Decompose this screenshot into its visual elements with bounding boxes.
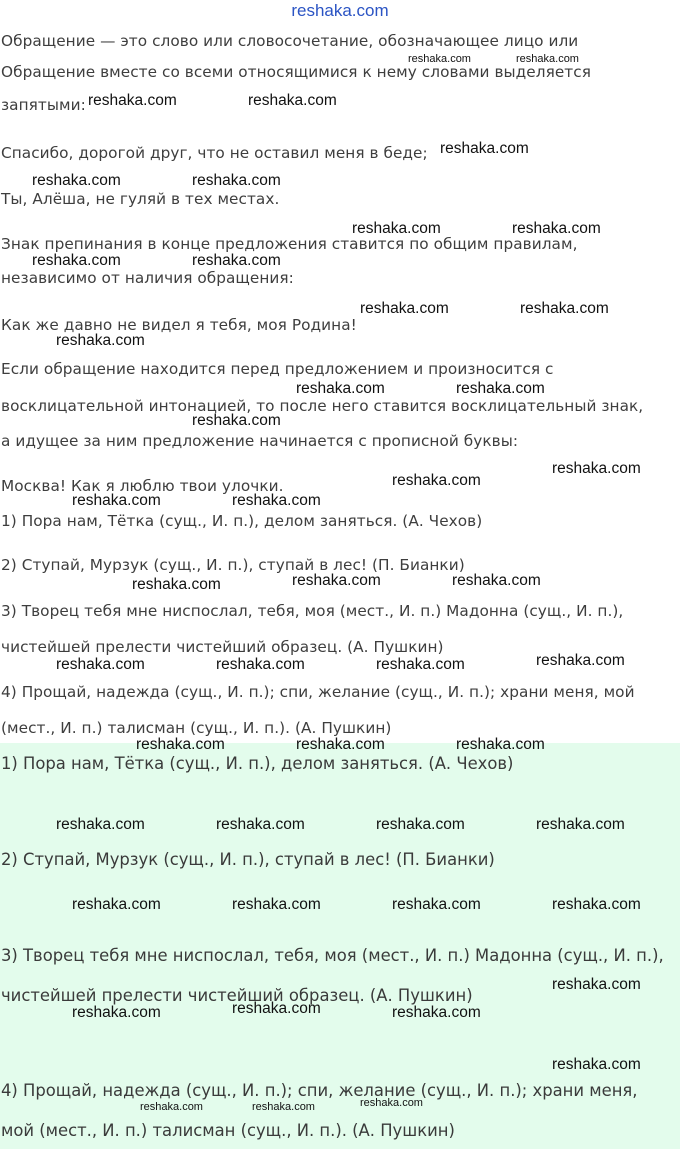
- watermark: reshaka.com: [536, 816, 625, 833]
- watermark: reshaka.com: [408, 53, 471, 65]
- answer-item-4: 4) Прощай, надежда (сущ., И. п.); спи, желание (сущ., И. п.); храни меня,: [1, 1081, 638, 1100]
- watermark: reshaka.com: [140, 1101, 203, 1113]
- watermark: reshaka.com: [516, 53, 579, 65]
- watermark: reshaka.com: [136, 736, 225, 753]
- watermark: reshaka.com: [536, 652, 625, 669]
- theory-line: Обращение — это слово или словосочетание, обозначающее лицо или: [1, 32, 579, 50]
- watermark: reshaka.com: [56, 656, 145, 673]
- watermark: reshaka.com: [72, 1004, 161, 1021]
- watermark: reshaka.com: [192, 172, 281, 189]
- watermark: reshaka.com: [392, 472, 481, 489]
- theory-line: Обращение вместе со всеми относящимися к нему словами выделяется: [1, 63, 591, 81]
- theory-example: Ты, Алёша, не гуляй в тех местах.: [1, 190, 280, 208]
- watermark: reshaka.com: [552, 976, 641, 993]
- watermark: reshaka.com: [292, 572, 381, 589]
- watermark: reshaka.com: [232, 1000, 321, 1017]
- task-item-4: 4) Прощай, надежда (сущ., И. п.); спи, желание (сущ., И. п.); храни меня, мой: [1, 683, 635, 701]
- watermark: reshaka.com: [32, 252, 121, 269]
- watermark: reshaka.com: [32, 172, 121, 189]
- watermark: reshaka.com: [392, 896, 481, 913]
- watermark: reshaka.com: [452, 572, 541, 589]
- watermark: reshaka.com: [296, 736, 385, 753]
- answer-panel: [0, 743, 680, 1149]
- watermark: reshaka.com: [132, 576, 221, 593]
- answer-item-3-cont: чистейшей прелести чистейший образец. (А. Пушкин): [1, 986, 473, 1005]
- watermark: reshaka.com: [216, 816, 305, 833]
- watermark: reshaka.com: [392, 1004, 481, 1021]
- watermark: reshaka.com: [232, 896, 321, 913]
- watermark: reshaka.com: [352, 220, 441, 237]
- watermark: reshaka.com: [192, 412, 281, 429]
- theory-line: запятыми:: [1, 96, 86, 114]
- watermark: reshaka.com: [296, 380, 385, 397]
- watermark: reshaka.com: [360, 300, 449, 317]
- theory-line: восклицательной интонацией, то после него ставится восклицательный знак,: [1, 397, 644, 415]
- task-item-2: 2) Ступай, Мурзук (сущ., И. п.), ступай в лес! (П. Бианки): [1, 556, 465, 574]
- watermark: reshaka.com: [552, 1056, 641, 1073]
- watermark: reshaka.com: [72, 492, 161, 509]
- watermark: reshaka.com: [232, 492, 321, 509]
- watermark: reshaka.com: [456, 736, 545, 753]
- watermark: reshaka.com: [56, 816, 145, 833]
- watermark: reshaka.com: [456, 380, 545, 397]
- watermark: reshaka.com: [440, 140, 529, 157]
- theory-line: Знак препинания в конце предложения ставится по общим правилам,: [1, 235, 578, 253]
- answer-item-1: 1) Пора нам, Тётка (сущ., И. п.), делом заняться. (А. Чехов): [1, 754, 514, 773]
- answer-item-4-cont: мой (мест., И. п.) талисман (сущ., И. п.). (А. Пушкин): [1, 1121, 455, 1140]
- watermark: reshaka.com: [248, 92, 337, 109]
- theory-example: Как же давно не видел я тебя, моя Родина!: [1, 316, 357, 334]
- watermark: reshaka.com: [56, 332, 145, 349]
- watermark: reshaka.com: [360, 1097, 423, 1109]
- watermark: reshaka.com: [552, 896, 641, 913]
- task-item-1: 1) Пора нам, Тётка (сущ., И. п.), делом заняться. (А. Чехов): [1, 512, 483, 530]
- watermark: reshaka.com: [216, 656, 305, 673]
- watermark: reshaka.com: [88, 92, 177, 109]
- watermark: reshaka.com: [192, 252, 281, 269]
- watermark: reshaka.com: [376, 656, 465, 673]
- theory-line: независимо от наличия обращения:: [1, 269, 294, 287]
- watermark: reshaka.com: [520, 300, 609, 317]
- watermark: reshaka.com: [72, 896, 161, 913]
- theory-example: Москва! Как я люблю твои улочки.: [1, 477, 284, 495]
- watermark: reshaka.com: [376, 816, 465, 833]
- answer-item-2: 2) Ступай, Мурзук (сущ., И. п.), ступай в лес! (П. Бианки): [1, 850, 495, 869]
- watermark: reshaka.com: [512, 220, 601, 237]
- answer-item-3: 3) Творец тебя мне ниспослал, тебя, моя (мест., И. п.) Мадонна (сущ., И. п.),: [1, 946, 664, 965]
- task-item-4-cont: (мест., И. п.) талисман (сущ., И. п.). (А. Пушкин): [1, 719, 392, 737]
- site-header-link[interactable]: reshaka.com: [291, 1, 389, 20]
- theory-line: Если обращение находится перед предложением и произносится с: [1, 360, 554, 378]
- watermark: reshaka.com: [252, 1101, 315, 1113]
- task-item-3: 3) Творец тебя мне ниспослал, тебя, моя (мест., И. п.) Мадонна (сущ., И. п.),: [1, 602, 624, 620]
- watermark: reshaka.com: [552, 460, 641, 477]
- theory-line: а идущее за ним предложение начинается с прописной буквы:: [1, 432, 519, 450]
- theory-example: Спасибо, дорогой друг, что не оставил меня в беде;: [1, 144, 428, 162]
- task-item-3-cont: чистейшей прелести чистейший образец. (А. Пушкин): [1, 638, 444, 656]
